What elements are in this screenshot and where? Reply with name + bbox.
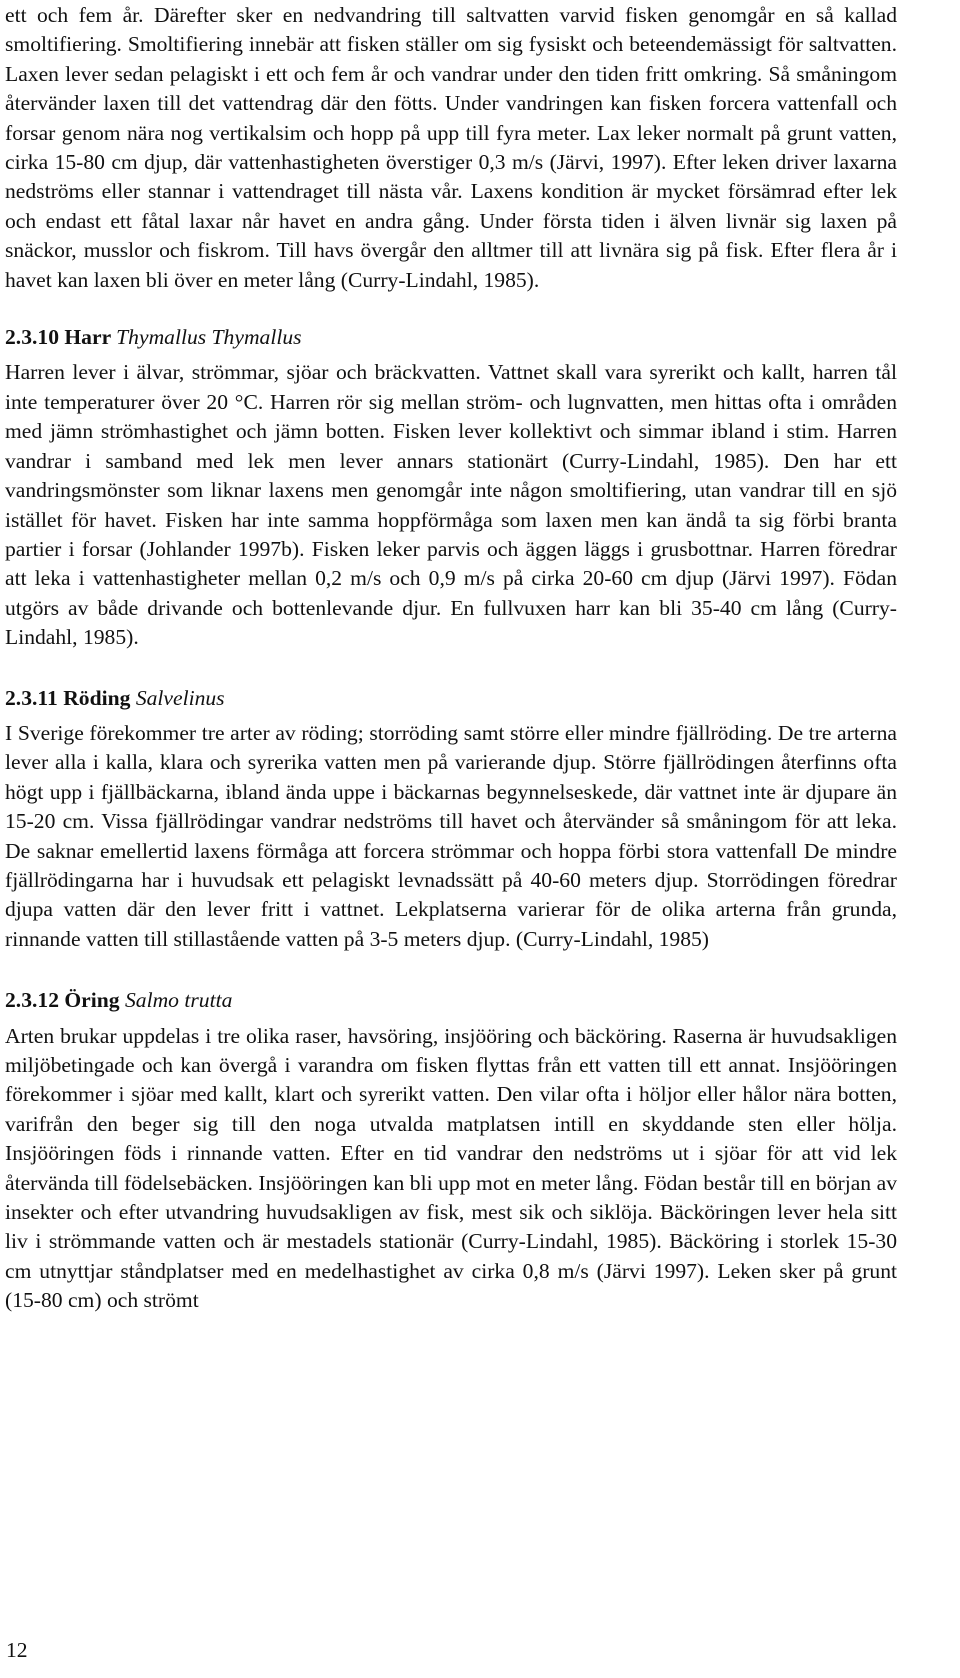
section-heading-roding	[5, 684, 897, 713]
section-number: 2.3.11	[5, 685, 58, 710]
section-heading-harr	[5, 323, 897, 352]
paragraph-harr: Harren lever i älvar, strömmar, sjöar och bräckvatten. Vattnet skall vara syrerikt och kallt, harren tål inte temperaturer över 20 °C. Harren rör sig mellan ström- och lugnvatten, men hittas ofta i områden med jämn strömhastighet och jämn botten. Fisken lever kollektivt och simmar ibland i stim. Harren vandrar i samband med lek men lever annars stationärt (Curry-Lindahl, 1985). Den har ett vandringsmönster som liknar laxens men genomgår inte någon smoltifiering, utan vandrar till en sjö istället för havet. Fisken har inte samma hoppförmåga som laxen men kan ändå ta sig förbi branta partier i forsar (Johlander 1997b). Fisken leker parvis och äggen läggs i grusbottnar. Harren föredrar att leka i vattenhastigheter mellan 0,2 m/s och 0,9 m/s på cirka 20-60 cm djup (Järvi 1997). Födan utgörs av både drivande och bottenlevande djur. En fullvuxen harr kan bli 35-40 cm lång (Curry-Lindahl, 1985).	[5, 360, 897, 650]
paragraph-oring: Arten brukar uppdelas i tre olika raser, havsöring, insjööring och bäcköring. Raserna är huvudsakligen miljöbetingade och kan övergå i varandra om fisken flyttas från ett vatten till ett annat. Insjööringen förekommer i sjöar med kallt, klart och syrerikt vatten. Den vilar ofta i höljor eller hålor nära botten, varifrån den beger sig till den noga utvalda matplatsen intill en skyddande sten eller hölja. Insjööringen föds i rinnande vatten. Efter en tid vandrar den nedströms ut i sjöar för att vid lek återvända till födelsebäcken. Insjööringen kan bli upp mot en meter lång. Födan består till en början av insekter och efter utvandring huvudsakligen av fisk, mest sik och siklöja. Bäcköringen lever hela sitt liv i strömmande vatten och är mestadels stationär (Curry-Lindahl, 1985). Bäcköring i storlek 15-30 cm utnyttjar ståndplatser med en medelhastighet av cirka 0,8 m/s (Järvi 1997). Leken sker på grunt (15-80 cm) och strömt	[5, 1023, 897, 1313]
section-number: 2.3.12	[5, 988, 59, 1013]
paragraph-roding: I Sverige förekommer tre arter av röding; storröding samt större eller mindre fjällröding. De tre arterna lever alla i kalla, klara och syrerika vatten men på varierande djup. Större fjällrödingen återfinns ofta högt upp i fjällbäckarna, ibland ända uppe i bäckarnas begynnelseskede, där vattnet inte är djupare än 15-20 cm. Vissa fjällrödingar vandrar nedströms till havet och återvänder så småningom för att leka. De saknar emellertid laxens förmåga att forcera strömmar och hoppa förbi stora vattenfall De mindre fjällrödingarna har i huvudsak ett pelagiskt levnadssätt på 40-60 meters djup. Storrödingen föredrar djupa vatten där den lever fritt i vattnet. Lekplatserna varierar för de olika arterna från grunda, rinnande vatten till stillastående vatten på 3-5 meters djup. (Curry-Lindahl, 1985)	[5, 720, 897, 951]
section-number: 2.3.10	[5, 325, 59, 350]
latin-name: Salmo trutta	[124, 988, 233, 1013]
species-name: Röding	[63, 685, 131, 710]
page-number: 12	[6, 1638, 28, 1662]
text-column	[5, 0, 897, 1316]
species-name: Harr	[64, 325, 111, 350]
section-heading-oring	[5, 986, 897, 1015]
species-name: Öring	[64, 988, 120, 1013]
paragraph-lax-continued: ett och fem år. Därefter sker en nedvandring till saltvatten varvid fisken genomgår en så kallad smoltifiering. Smoltifiering innebär att fisken ställer om sig fysiskt och beteendemässigt för saltvatten. Laxen lever sedan pelagiskt i ett och fem år och vandrar under den tiden fritt omkring. Så småningom återvänder laxen till det vattendrag där den fötts. Under vandringen kan fisken forcera vattenfall och forsar genom nära nog vertikalsim och hopp på upp till fyra meter. Lax leker normalt på grunt vatten, cirka 15-80 cm djup, där vattenhastigheten överstiger 0,3 m/s (Järvi, 1997). Efter leken driver laxarna nedströms eller stannar i vattendraget till nästa vår. Laxens kondition är mycket försämrad efter lek och endast ett fåtal laxar når havet en andra gång. Under första tiden i älven livnär sig laxen på snäckor, musslor och fiskrom. Till havs övergår den alltmer till att livnära sig på fisk. Efter flera år i havet kan laxen bli över en meter lång (Curry-Lindahl, 1985).	[5, 3, 897, 292]
latin-name: Salvelinus	[135, 685, 225, 710]
latin-name: Thymallus Thymallus	[116, 325, 302, 350]
